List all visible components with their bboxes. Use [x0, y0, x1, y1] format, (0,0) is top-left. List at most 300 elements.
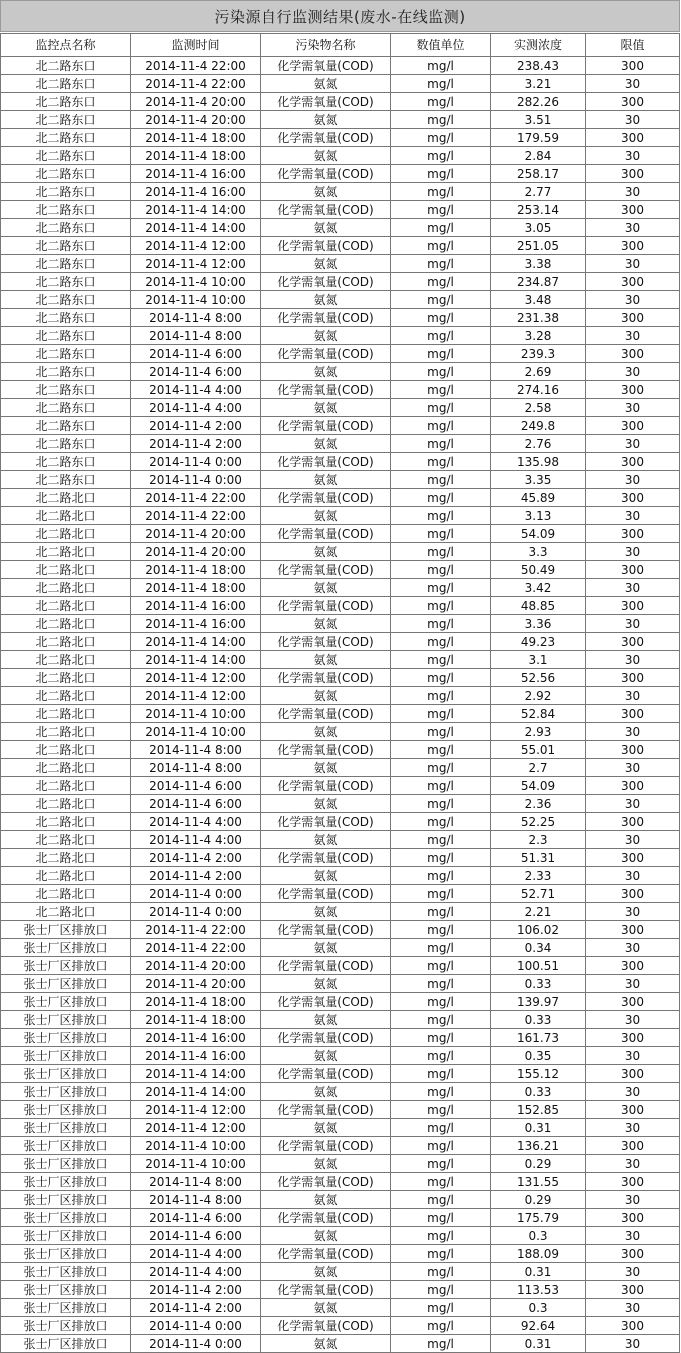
pollutant-cell: 化学需氧量(COD) — [261, 381, 391, 399]
time-cell: 2014-11-4 10:00 — [131, 705, 261, 723]
limit-cell: 30 — [586, 471, 680, 489]
site-cell: 北二路北口 — [1, 741, 131, 759]
unit-cell: mg/l — [391, 255, 491, 273]
table-row — [1, 885, 680, 903]
time-cell: 2014-11-4 12:00 — [131, 255, 261, 273]
concentration-cell: 48.85 — [491, 597, 586, 615]
unit-cell: mg/l — [391, 993, 491, 1011]
unit-cell: mg/l — [391, 1155, 491, 1173]
table-row — [1, 1065, 680, 1083]
table-row — [1, 849, 680, 867]
concentration-cell: 3.05 — [491, 219, 586, 237]
site-cell: 北二路北口 — [1, 597, 131, 615]
column-header-limit: 限值 — [586, 34, 680, 57]
time-cell: 2014-11-4 14:00 — [131, 201, 261, 219]
time-cell: 2014-11-4 16:00 — [131, 615, 261, 633]
concentration-cell: 0.3 — [491, 1227, 586, 1245]
site-cell: 北二路北口 — [1, 615, 131, 633]
pollutant-cell: 化学需氧量(COD) — [261, 849, 391, 867]
pollutant-cell: 化学需氧量(COD) — [261, 633, 391, 651]
pollutant-cell: 氨氮 — [261, 975, 391, 993]
concentration-cell: 0.29 — [491, 1191, 586, 1209]
unit-cell: mg/l — [391, 57, 491, 75]
site-cell: 北二路北口 — [1, 795, 131, 813]
time-cell: 2014-11-4 10:00 — [131, 291, 261, 309]
limit-cell: 30 — [586, 183, 680, 201]
limit-cell: 300 — [586, 813, 680, 831]
time-cell: 2014-11-4 22:00 — [131, 489, 261, 507]
limit-cell: 30 — [586, 615, 680, 633]
unit-cell: mg/l — [391, 687, 491, 705]
site-cell: 张士厂区排放口 — [1, 1047, 131, 1065]
limit-cell: 30 — [586, 111, 680, 129]
site-cell: 张士厂区排放口 — [1, 1245, 131, 1263]
pollutant-cell: 化学需氧量(COD) — [261, 1065, 391, 1083]
pollutant-cell: 氨氮 — [261, 759, 391, 777]
pollutant-cell: 氨氮 — [261, 867, 391, 885]
time-cell: 2014-11-4 18:00 — [131, 1011, 261, 1029]
limit-cell: 300 — [586, 669, 680, 687]
site-cell: 北二路东口 — [1, 327, 131, 345]
unit-cell: mg/l — [391, 651, 491, 669]
time-cell: 2014-11-4 0:00 — [131, 903, 261, 921]
table-row — [1, 1263, 680, 1281]
unit-cell: mg/l — [391, 1047, 491, 1065]
limit-cell: 30 — [586, 1263, 680, 1281]
table-row — [1, 1173, 680, 1191]
unit-cell: mg/l — [391, 885, 491, 903]
unit-cell: mg/l — [391, 723, 491, 741]
concentration-cell: 45.89 — [491, 489, 586, 507]
time-cell: 2014-11-4 16:00 — [131, 165, 261, 183]
time-cell: 2014-11-4 6:00 — [131, 777, 261, 795]
limit-cell: 300 — [586, 633, 680, 651]
pollutant-cell: 化学需氧量(COD) — [261, 417, 391, 435]
site-cell: 北二路东口 — [1, 273, 131, 291]
unit-cell: mg/l — [391, 795, 491, 813]
time-cell: 2014-11-4 8:00 — [131, 759, 261, 777]
table-row — [1, 201, 680, 219]
limit-cell: 30 — [586, 363, 680, 381]
limit-cell: 300 — [586, 273, 680, 291]
time-cell: 2014-11-4 16:00 — [131, 1047, 261, 1065]
unit-cell: mg/l — [391, 327, 491, 345]
table-row — [1, 273, 680, 291]
pollutant-cell: 化学需氧量(COD) — [261, 1173, 391, 1191]
limit-cell: 300 — [586, 237, 680, 255]
limit-cell: 30 — [586, 1119, 680, 1137]
limit-cell: 30 — [586, 1191, 680, 1209]
time-cell: 2014-11-4 14:00 — [131, 1083, 261, 1101]
site-cell: 张士厂区排放口 — [1, 1011, 131, 1029]
table-row — [1, 57, 680, 75]
pollutant-cell: 化学需氧量(COD) — [261, 561, 391, 579]
limit-cell: 300 — [586, 957, 680, 975]
table-row — [1, 543, 680, 561]
pollutant-cell: 氨氮 — [261, 1155, 391, 1173]
concentration-cell: 55.01 — [491, 741, 586, 759]
table-row — [1, 363, 680, 381]
site-cell: 北二路北口 — [1, 669, 131, 687]
table-row — [1, 561, 680, 579]
concentration-cell: 3.51 — [491, 111, 586, 129]
concentration-cell: 258.17 — [491, 165, 586, 183]
limit-cell: 30 — [586, 1335, 680, 1353]
pollutant-cell: 化学需氧量(COD) — [261, 1281, 391, 1299]
pollutant-cell: 化学需氧量(COD) — [261, 345, 391, 363]
pollutant-cell: 氨氮 — [261, 75, 391, 93]
time-cell: 2014-11-4 6:00 — [131, 1227, 261, 1245]
limit-cell: 30 — [586, 579, 680, 597]
unit-cell: mg/l — [391, 975, 491, 993]
time-cell: 2014-11-4 4:00 — [131, 1263, 261, 1281]
concentration-cell: 2.93 — [491, 723, 586, 741]
pollutant-cell: 氨氮 — [261, 723, 391, 741]
site-cell: 北二路东口 — [1, 381, 131, 399]
site-cell: 北二路东口 — [1, 471, 131, 489]
concentration-cell: 139.97 — [491, 993, 586, 1011]
pollutant-cell: 氨氮 — [261, 363, 391, 381]
pollutant-cell: 氨氮 — [261, 903, 391, 921]
site-cell: 张士厂区排放口 — [1, 993, 131, 1011]
concentration-cell: 0.35 — [491, 1047, 586, 1065]
unit-cell: mg/l — [391, 831, 491, 849]
unit-cell: mg/l — [391, 471, 491, 489]
limit-cell: 300 — [586, 849, 680, 867]
site-cell: 张士厂区排放口 — [1, 1227, 131, 1245]
time-cell: 2014-11-4 0:00 — [131, 453, 261, 471]
concentration-cell: 0.33 — [491, 975, 586, 993]
unit-cell: mg/l — [391, 381, 491, 399]
table-row — [1, 867, 680, 885]
site-cell: 北二路东口 — [1, 417, 131, 435]
table-body — [1, 57, 680, 1353]
site-cell: 北二路东口 — [1, 93, 131, 111]
pollutant-cell: 化学需氧量(COD) — [261, 921, 391, 939]
site-cell: 北二路北口 — [1, 687, 131, 705]
limit-cell: 30 — [586, 975, 680, 993]
table-row — [1, 1047, 680, 1065]
table-row — [1, 1101, 680, 1119]
unit-cell: mg/l — [391, 1083, 491, 1101]
concentration-cell: 51.31 — [491, 849, 586, 867]
site-cell: 张士厂区排放口 — [1, 1137, 131, 1155]
concentration-cell: 155.12 — [491, 1065, 586, 1083]
unit-cell: mg/l — [391, 579, 491, 597]
site-cell: 北二路北口 — [1, 579, 131, 597]
monitoring-results-table — [0, 33, 680, 1353]
pollutant-cell: 化学需氧量(COD) — [261, 237, 391, 255]
site-cell: 北二路东口 — [1, 147, 131, 165]
pollutant-cell: 氨氮 — [261, 327, 391, 345]
site-cell: 北二路北口 — [1, 777, 131, 795]
table-row — [1, 1209, 680, 1227]
unit-cell: mg/l — [391, 867, 491, 885]
table-row — [1, 219, 680, 237]
unit-cell: mg/l — [391, 777, 491, 795]
time-cell: 2014-11-4 0:00 — [131, 885, 261, 903]
limit-cell: 30 — [586, 507, 680, 525]
concentration-cell: 251.05 — [491, 237, 586, 255]
time-cell: 2014-11-4 20:00 — [131, 975, 261, 993]
limit-cell: 30 — [586, 399, 680, 417]
concentration-cell: 3.21 — [491, 75, 586, 93]
table-row — [1, 1155, 680, 1173]
pollutant-cell: 氨氮 — [261, 399, 391, 417]
time-cell: 2014-11-4 6:00 — [131, 363, 261, 381]
table-row — [1, 633, 680, 651]
concentration-cell: 2.58 — [491, 399, 586, 417]
site-cell: 北二路北口 — [1, 813, 131, 831]
time-cell: 2014-11-4 8:00 — [131, 741, 261, 759]
table-row — [1, 597, 680, 615]
table-row — [1, 1083, 680, 1101]
time-cell: 2014-11-4 14:00 — [131, 219, 261, 237]
unit-cell: mg/l — [391, 615, 491, 633]
limit-cell: 300 — [586, 1137, 680, 1155]
concentration-cell: 0.3 — [491, 1299, 586, 1317]
limit-cell: 30 — [586, 795, 680, 813]
unit-cell: mg/l — [391, 75, 491, 93]
unit-cell: mg/l — [391, 1227, 491, 1245]
limit-cell: 30 — [586, 831, 680, 849]
unit-cell: mg/l — [391, 399, 491, 417]
table-row — [1, 777, 680, 795]
limit-cell: 300 — [586, 201, 680, 219]
unit-cell: mg/l — [391, 1245, 491, 1263]
unit-cell: mg/l — [391, 903, 491, 921]
unit-cell: mg/l — [391, 237, 491, 255]
pollutant-cell: 氨氮 — [261, 255, 391, 273]
time-cell: 2014-11-4 14:00 — [131, 1065, 261, 1083]
site-cell: 北二路北口 — [1, 831, 131, 849]
column-header-time: 监测时间 — [131, 34, 261, 57]
concentration-cell: 3.42 — [491, 579, 586, 597]
site-cell: 张士厂区排放口 — [1, 1101, 131, 1119]
concentration-cell: 3.35 — [491, 471, 586, 489]
concentration-cell: 54.09 — [491, 777, 586, 795]
limit-cell: 300 — [586, 597, 680, 615]
unit-cell: mg/l — [391, 507, 491, 525]
table-row — [1, 741, 680, 759]
table-row — [1, 165, 680, 183]
concentration-cell: 2.76 — [491, 435, 586, 453]
concentration-cell: 3.13 — [491, 507, 586, 525]
limit-cell: 30 — [586, 1047, 680, 1065]
pollutant-cell: 氨氮 — [261, 111, 391, 129]
pollutant-cell: 氨氮 — [261, 219, 391, 237]
time-cell: 2014-11-4 12:00 — [131, 687, 261, 705]
concentration-cell: 52.56 — [491, 669, 586, 687]
site-cell: 张士厂区排放口 — [1, 1335, 131, 1353]
concentration-cell: 54.09 — [491, 525, 586, 543]
column-header-pollutant: 污染物名称 — [261, 34, 391, 57]
table-row — [1, 1335, 680, 1353]
unit-cell: mg/l — [391, 921, 491, 939]
time-cell: 2014-11-4 10:00 — [131, 273, 261, 291]
site-cell: 张士厂区排放口 — [1, 1119, 131, 1137]
time-cell: 2014-11-4 20:00 — [131, 525, 261, 543]
pollutant-cell: 化学需氧量(COD) — [261, 669, 391, 687]
unit-cell: mg/l — [391, 849, 491, 867]
time-cell: 2014-11-4 18:00 — [131, 561, 261, 579]
table-row — [1, 111, 680, 129]
site-cell: 北二路东口 — [1, 309, 131, 327]
table-row — [1, 1227, 680, 1245]
limit-cell: 30 — [586, 1083, 680, 1101]
table-row — [1, 903, 680, 921]
limit-cell: 300 — [586, 309, 680, 327]
pollutant-cell: 化学需氧量(COD) — [261, 885, 391, 903]
unit-cell: mg/l — [391, 813, 491, 831]
table-row — [1, 183, 680, 201]
site-cell: 张士厂区排放口 — [1, 921, 131, 939]
time-cell: 2014-11-4 16:00 — [131, 597, 261, 615]
site-cell: 北二路东口 — [1, 201, 131, 219]
concentration-cell: 0.31 — [491, 1119, 586, 1137]
table-row — [1, 1011, 680, 1029]
table-row — [1, 759, 680, 777]
table-row — [1, 399, 680, 417]
limit-cell: 30 — [586, 1011, 680, 1029]
time-cell: 2014-11-4 10:00 — [131, 723, 261, 741]
time-cell: 2014-11-4 20:00 — [131, 957, 261, 975]
table-row — [1, 147, 680, 165]
site-cell: 北二路东口 — [1, 435, 131, 453]
pollutant-cell: 氨氮 — [261, 183, 391, 201]
site-cell: 北二路北口 — [1, 507, 131, 525]
limit-cell: 300 — [586, 777, 680, 795]
limit-cell: 30 — [586, 327, 680, 345]
column-header-site: 监控点名称 — [1, 34, 131, 57]
unit-cell: mg/l — [391, 1209, 491, 1227]
time-cell: 2014-11-4 8:00 — [131, 1173, 261, 1191]
site-cell: 北二路东口 — [1, 57, 131, 75]
table-row — [1, 255, 680, 273]
limit-cell: 30 — [586, 1227, 680, 1245]
site-cell: 张士厂区排放口 — [1, 939, 131, 957]
table-row — [1, 309, 680, 327]
unit-cell: mg/l — [391, 147, 491, 165]
site-cell: 北二路东口 — [1, 291, 131, 309]
time-cell: 2014-11-4 6:00 — [131, 345, 261, 363]
limit-cell: 300 — [586, 525, 680, 543]
unit-cell: mg/l — [391, 597, 491, 615]
limit-cell: 300 — [586, 381, 680, 399]
unit-cell: mg/l — [391, 93, 491, 111]
concentration-cell: 179.59 — [491, 129, 586, 147]
concentration-cell: 50.49 — [491, 561, 586, 579]
table-row — [1, 723, 680, 741]
unit-cell: mg/l — [391, 561, 491, 579]
time-cell: 2014-11-4 0:00 — [131, 1335, 261, 1353]
site-cell: 北二路北口 — [1, 705, 131, 723]
site-cell: 北二路东口 — [1, 111, 131, 129]
limit-cell: 300 — [586, 993, 680, 1011]
pollutant-cell: 化学需氧量(COD) — [261, 273, 391, 291]
table-row — [1, 345, 680, 363]
unit-cell: mg/l — [391, 453, 491, 471]
site-cell: 北二路北口 — [1, 759, 131, 777]
table-row — [1, 993, 680, 1011]
time-cell: 2014-11-4 2:00 — [131, 867, 261, 885]
pollutant-cell: 化学需氧量(COD) — [261, 525, 391, 543]
time-cell: 2014-11-4 4:00 — [131, 831, 261, 849]
limit-cell: 30 — [586, 255, 680, 273]
unit-cell: mg/l — [391, 1299, 491, 1317]
pollutant-cell: 化学需氧量(COD) — [261, 1245, 391, 1263]
site-cell: 张士厂区排放口 — [1, 957, 131, 975]
unit-cell: mg/l — [391, 363, 491, 381]
site-cell: 北二路东口 — [1, 219, 131, 237]
pollutant-cell: 化学需氧量(COD) — [261, 741, 391, 759]
site-cell: 北二路东口 — [1, 165, 131, 183]
concentration-cell: 0.31 — [491, 1335, 586, 1353]
table-row — [1, 579, 680, 597]
site-cell: 北二路东口 — [1, 255, 131, 273]
concentration-cell: 113.53 — [491, 1281, 586, 1299]
site-cell: 张士厂区排放口 — [1, 1263, 131, 1281]
pollutant-cell: 氨氮 — [261, 651, 391, 669]
pollutant-cell: 化学需氧量(COD) — [261, 489, 391, 507]
concentration-cell: 231.38 — [491, 309, 586, 327]
table-header — [1, 34, 680, 57]
concentration-cell: 0.34 — [491, 939, 586, 957]
limit-cell: 300 — [586, 885, 680, 903]
column-header-unit: 数值单位 — [391, 34, 491, 57]
concentration-cell: 131.55 — [491, 1173, 586, 1191]
limit-cell: 300 — [586, 57, 680, 75]
unit-cell: mg/l — [391, 1137, 491, 1155]
concentration-cell: 253.14 — [491, 201, 586, 219]
table-row — [1, 1119, 680, 1137]
unit-cell: mg/l — [391, 111, 491, 129]
site-cell: 张士厂区排放口 — [1, 1083, 131, 1101]
header-row — [1, 34, 680, 57]
limit-cell: 300 — [586, 453, 680, 471]
site-cell: 北二路东口 — [1, 345, 131, 363]
concentration-cell: 52.84 — [491, 705, 586, 723]
unit-cell: mg/l — [391, 669, 491, 687]
time-cell: 2014-11-4 8:00 — [131, 1191, 261, 1209]
time-cell: 2014-11-4 4:00 — [131, 399, 261, 417]
concentration-cell: 3.38 — [491, 255, 586, 273]
unit-cell: mg/l — [391, 1191, 491, 1209]
limit-cell: 30 — [586, 903, 680, 921]
time-cell: 2014-11-4 12:00 — [131, 669, 261, 687]
limit-cell: 30 — [586, 147, 680, 165]
unit-cell: mg/l — [391, 291, 491, 309]
concentration-cell: 175.79 — [491, 1209, 586, 1227]
concentration-cell: 3.3 — [491, 543, 586, 561]
table-row — [1, 1191, 680, 1209]
concentration-cell: 136.21 — [491, 1137, 586, 1155]
concentration-cell: 2.77 — [491, 183, 586, 201]
concentration-cell: 52.25 — [491, 813, 586, 831]
site-cell: 北二路北口 — [1, 633, 131, 651]
site-cell: 张士厂区排放口 — [1, 1155, 131, 1173]
time-cell: 2014-11-4 4:00 — [131, 813, 261, 831]
site-cell: 北二路北口 — [1, 885, 131, 903]
unit-cell: mg/l — [391, 1119, 491, 1137]
column-header-concentration: 实测浓度 — [491, 34, 586, 57]
table-row — [1, 129, 680, 147]
concentration-cell: 106.02 — [491, 921, 586, 939]
table-row — [1, 687, 680, 705]
time-cell: 2014-11-4 22:00 — [131, 939, 261, 957]
report-title: 污染源自行监测结果(废水-在线监测) — [0, 0, 680, 32]
unit-cell: mg/l — [391, 759, 491, 777]
